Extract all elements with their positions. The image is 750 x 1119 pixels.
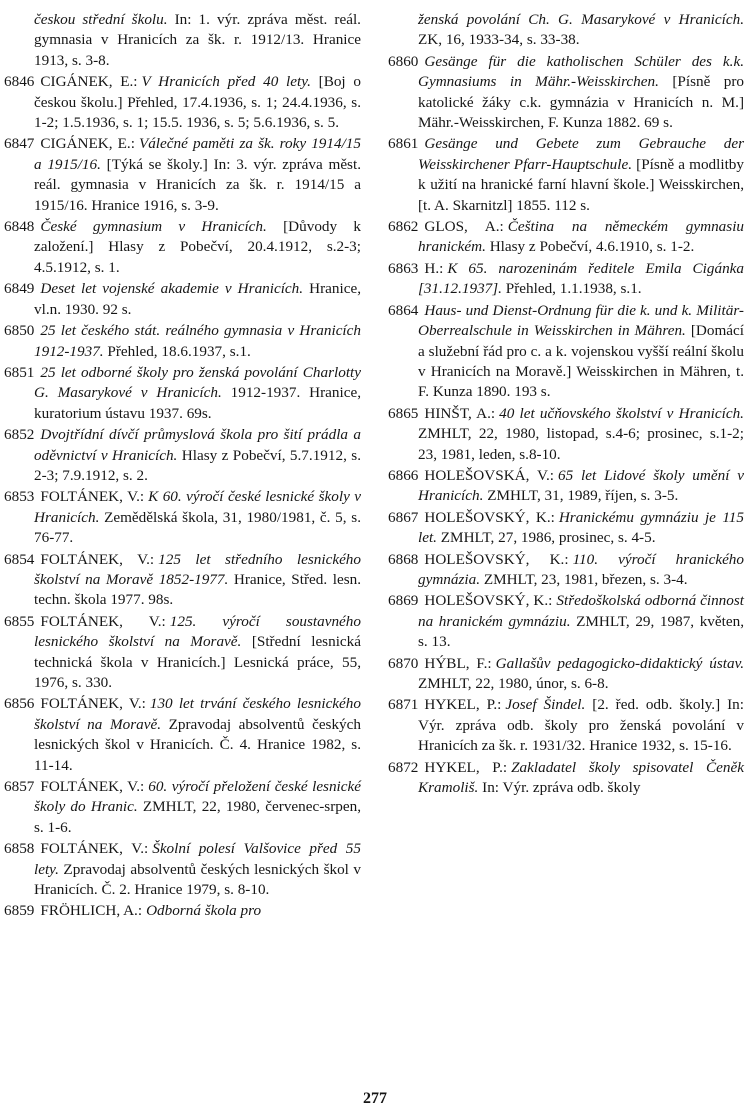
right-column [388, 10, 744, 799]
entry-number: 6863 [388, 259, 419, 277]
entry-title: 40 let učňovského školství v Hranicích. [499, 404, 744, 422]
entry-author: GLOS, A.: [424, 218, 504, 236]
bibliography-entry [388, 654, 744, 695]
entry-title: 25 let českého stát. reálného gymnasia v Hranicích 1912-1937. [34, 322, 361, 360]
entry-author: HOLEŠOVSKÁ, V.: [424, 466, 555, 484]
entry-author: FOLTÁNEK, V.: [40, 550, 155, 568]
bibliography-entry [388, 695, 744, 756]
entry-author: HOLEŠOVSKÝ, K.: [424, 508, 555, 526]
bibliography-entry [4, 612, 361, 694]
bibliography-entry [4, 777, 361, 838]
entry-details: Zpravodaj absolventů českých lesnických škol v Hranicích. Č. 4. Hranice 1982, s. 11-14. [34, 715, 361, 774]
entry-number: 6872 [388, 758, 419, 776]
entry-continuation [388, 10, 744, 51]
entry-author: CIGÁNEK, E.: [40, 73, 138, 91]
entry-number: 6860 [388, 52, 419, 70]
entry-author: H.: [424, 259, 444, 277]
entry-details: Hlasy z Pobečví, 5.7.1912, s. 2-3; 7.9.1912, s. 2. [34, 446, 361, 484]
bibliography-entry [4, 694, 361, 776]
bibliography-entry [4, 487, 361, 548]
entry-author: HÝBL, F.: [424, 654, 492, 672]
bibliography-entry [388, 259, 744, 300]
entry-details: [Písně pro katolické žáky c.k. gymnázia v Hranicích n. M.] Mähr.-Weisskirchen, F. Kunza 1882. 69 s. [418, 73, 745, 132]
entry-details: 1912-1937. Hranice, kuratorium ústavu 1937. 69s. [34, 384, 361, 422]
entry-number: 6848 [4, 218, 35, 236]
entry-author: FRÖHLICH, A.: [40, 902, 143, 920]
bibliography-entry [388, 591, 744, 652]
entry-details: [Domácí a služební řád pro c. a k. vojenskou vyšší reální školu v Hranicích na Moravě.] Weisskirchen in Mähren, t. F. Kunza 1890. 193 s. [418, 322, 744, 401]
entry-details: [Důvody k založení.] Hlasy z Pobečví, 20.4.1912, s.2-3; 4.5.1912, s. 1. [34, 218, 361, 276]
entry-details: Zemědělská škola, 31, 1980/1981, č. 5, s. 76-77. [34, 508, 361, 547]
entry-number: 6852 [4, 426, 35, 444]
bibliography-entry [4, 279, 361, 320]
entry-author: HOLEŠOVSKÝ, K.: [424, 592, 553, 610]
entry-title: V Hranicích před 40 lety. [141, 73, 311, 91]
page-number: 277 [363, 1090, 387, 1107]
bibliography-entry [4, 839, 361, 900]
entry-title: 60. výročí přeložení české lesnické školy do Hranic. [34, 778, 362, 816]
bibliography-entry [388, 134, 744, 216]
entry-number: 6861 [388, 135, 419, 153]
bibliography-entry [4, 901, 361, 921]
entry-title: 65 let Lidové školy umění v Hranicích. [418, 466, 745, 505]
entry-title: 125. výročí soustavného lesnického školství na Moravě. [34, 612, 361, 651]
entry-details: ZK, 16, 1933-34, s. 33-38. [418, 31, 580, 49]
entry-details: ZMHLT, 31, 1989, říjen, s. 3-5. [483, 487, 679, 505]
entry-title: Školní polesí Valšovice před 55 lety. [34, 840, 361, 878]
bibliography-entry [4, 134, 361, 216]
entry-title: Deset let vojenské akademie v Hranicích. [40, 280, 304, 298]
bibliography-entry [388, 301, 744, 403]
entry-title: Gallašův pedagogicko-didaktický ústav. [495, 654, 744, 672]
bibliography-entry [4, 550, 361, 611]
entry-title: Válečné paměti za šk. roky 1914/15 a 1915/16. [34, 135, 361, 173]
entry-number: 6868 [388, 550, 419, 568]
entry-number: 6869 [388, 592, 419, 610]
entry-details: Hranice, vl.n. 1930. 92 s. [34, 280, 362, 318]
entry-details: In: 1. výr. zpráva měst. reál. gymnasia v Hranicích za šk. r. 1912/13. Hranice 1913, s. 3-8. [34, 11, 361, 69]
entry-details: Hranice, Střed. lesn. techn. škola 1977. 98s. [34, 570, 361, 609]
entry-title: Gesänge für die katholischen Schüler des k.k. Gymnasiums in Mähr.-Weisskirchen. [418, 52, 744, 91]
entry-number: 6853 [4, 488, 35, 506]
bibliography-entry [388, 217, 744, 258]
entry-author: FOLTÁNEK, V.: [40, 488, 145, 506]
entry-title: K 60. výročí české lesnické školy v Hranicích. [34, 488, 361, 526]
entry-details: ZMHLT, 23, 1981, březen, s. 3-4. [480, 570, 688, 588]
entry-number: 6847 [4, 135, 35, 153]
entry-number: 6870 [388, 654, 419, 672]
entry-details: ZMHLT, 22, 1980, červenec-srpen, s. 1-6. [34, 798, 362, 836]
entry-title: Středoškolská odborná činnost na hranickém gymnáziu. [418, 592, 744, 630]
entry-number: 6851 [4, 363, 35, 381]
bibliography-entry [388, 404, 744, 465]
entry-title: 110. výročí hranického gymnázia. [418, 550, 744, 588]
entry-title: Zakladatel školy spisovatel Čeněk Kramoliš. [418, 758, 744, 797]
entry-number: 6858 [4, 840, 35, 858]
entry-title: Gesänge und Gebete zum Gebrauche der Weisskirchener Pfarr-Hauptschule. [418, 135, 744, 173]
bibliography-entry [388, 758, 744, 799]
entry-author: FOLTÁNEK, V.: [40, 840, 149, 858]
entry-number: 6871 [388, 696, 419, 714]
entry-author: FOLTÁNEK, V.: [40, 695, 146, 713]
entry-title: 25 let odborné školy pro ženská povolání Charlotty G. Masarykové v Hranicích. [34, 363, 361, 402]
entry-details: [Střední lesnická technická škola v Hranicích.] Lesnická práce, 55, 1976, s. 330. [34, 633, 361, 691]
bibliography-entry [4, 72, 361, 133]
entry-author: HYKEL, P.: [424, 696, 502, 714]
entry-number: 6856 [4, 695, 35, 713]
entry-title: ženská povolání Ch. G. Masarykové v Hranicích. [418, 11, 744, 28]
entry-details: In: Výr. zpráva odb. školy [478, 779, 641, 797]
entry-number: 6846 [4, 73, 35, 91]
entry-details: [Týká se školy.] In: 3. výr. zpráva měst. reál. gymnasia v Hranicích za šk. r. 1914/15 a 1915/16. Hranice 1916, s. 3-9. [34, 155, 361, 214]
entry-continuation [4, 10, 361, 71]
entry-details: Přehled, 18.6.1937, s.1. [103, 342, 251, 360]
entry-number: 6866 [388, 466, 419, 484]
entry-title: Hranickému gymnáziu je 115 let. [418, 508, 744, 547]
left-column [4, 10, 361, 923]
entry-number: 6865 [388, 404, 419, 422]
entry-details: Přehled, 1.1.1938, s.1. [501, 280, 642, 298]
bibliography-entry [4, 425, 361, 486]
entry-title: K 65. narozeninám ředitele Emila Cigánka [31.12.1937]. [418, 259, 744, 298]
entry-title: Haus- und Dienst-Ordnung für die k. und k. Militär-Oberrealschule in Weisskirchen in Mähren. [418, 301, 744, 340]
entry-title: Čeština na německém gymnasiu hranickém. [418, 218, 745, 256]
entry-details: [2. řed. odb. školy.] In: Výr. zpráva odb. školy pro ženská povolání v Hranicích za šk. r. 1931/32. Hranice 1932, s. 15-16. [418, 696, 744, 755]
entry-title: České gymnasium v Hranicích. [40, 218, 267, 236]
bibliography-entry [4, 363, 361, 424]
bibliography-entry [388, 52, 744, 134]
entry-number: 6850 [4, 322, 35, 340]
entry-title: Josef Šindel. [505, 696, 586, 714]
entry-author: CIGÁNEK, E.: [40, 135, 135, 153]
entry-number: 6855 [4, 612, 35, 630]
entry-author: FOLTÁNEK, V.: [40, 612, 166, 630]
entry-details: Hlasy z Pobečví, 4.6.1910, s. 1-2. [485, 238, 695, 256]
entry-details: [Písně a modlitby k užití na hranické farní hlavní škole.] Weisskirchen, [t. A. Skarnitzl] 1855. 112 s. [418, 155, 744, 214]
entry-number: 6854 [4, 550, 35, 568]
entry-title: českou střední školu. [34, 11, 168, 28]
entry-details: [Boj o českou školu.] Přehled, 17.4.1936, s. 1; 24.4.1936, s. 1-2; 1.5.1936, s. 1; 15.5. 1936, s. 5; 5.6.1936, s. 5. [34, 73, 361, 132]
entry-title: 130 let trvání českého lesnického školství na Moravě. [34, 695, 361, 733]
entry-details: ZMHLT, 27, 1986, prosinec, s. 4-5. [436, 529, 656, 547]
entry-number: 6859 [4, 902, 35, 920]
entry-author: FOLTÁNEK, V.: [40, 778, 145, 796]
entry-number: 6849 [4, 280, 35, 298]
bibliography-entry [388, 508, 744, 549]
bibliography-entry [388, 550, 744, 591]
entry-details: ZMHLT, 29, 1987, květen, s. 13. [418, 612, 744, 651]
entry-details: ZMHLT, 22, 1980, únor, s. 6-8. [418, 675, 609, 692]
entry-number: 6862 [388, 218, 419, 236]
entry-author: HINŠT, A.: [424, 404, 496, 422]
bibliography-entry [4, 321, 361, 362]
entry-author: HOLEŠOVSKÝ, K.: [424, 550, 569, 568]
bibliography-entry [4, 217, 361, 278]
entry-number: 6864 [388, 301, 419, 319]
bibliography-entry [388, 466, 744, 507]
entry-number: 6857 [4, 778, 35, 796]
entry-title: Odborná škola pro [146, 902, 262, 920]
entry-number: 6867 [388, 508, 419, 526]
entry-details: ZMHLT, 22, 1980, listopad, s.4-6; prosinec, s.1-2; 23, 1981, leden, s.8-10. [418, 425, 744, 463]
entry-title: 125 let středního lesnického školství na Moravě 1852-1977. [34, 550, 361, 588]
entry-details: Zpravodaj absolventů českých lesnických škol v Hranicích. Č. 2. Hranice 1979, s. 8-10. [34, 860, 361, 899]
entry-title: Dvojtřídní dívčí průmyslová škola pro šití prádla a oděvnictví v Hranicích. [34, 426, 361, 464]
entry-author: HYKEL, P.: [424, 758, 508, 776]
